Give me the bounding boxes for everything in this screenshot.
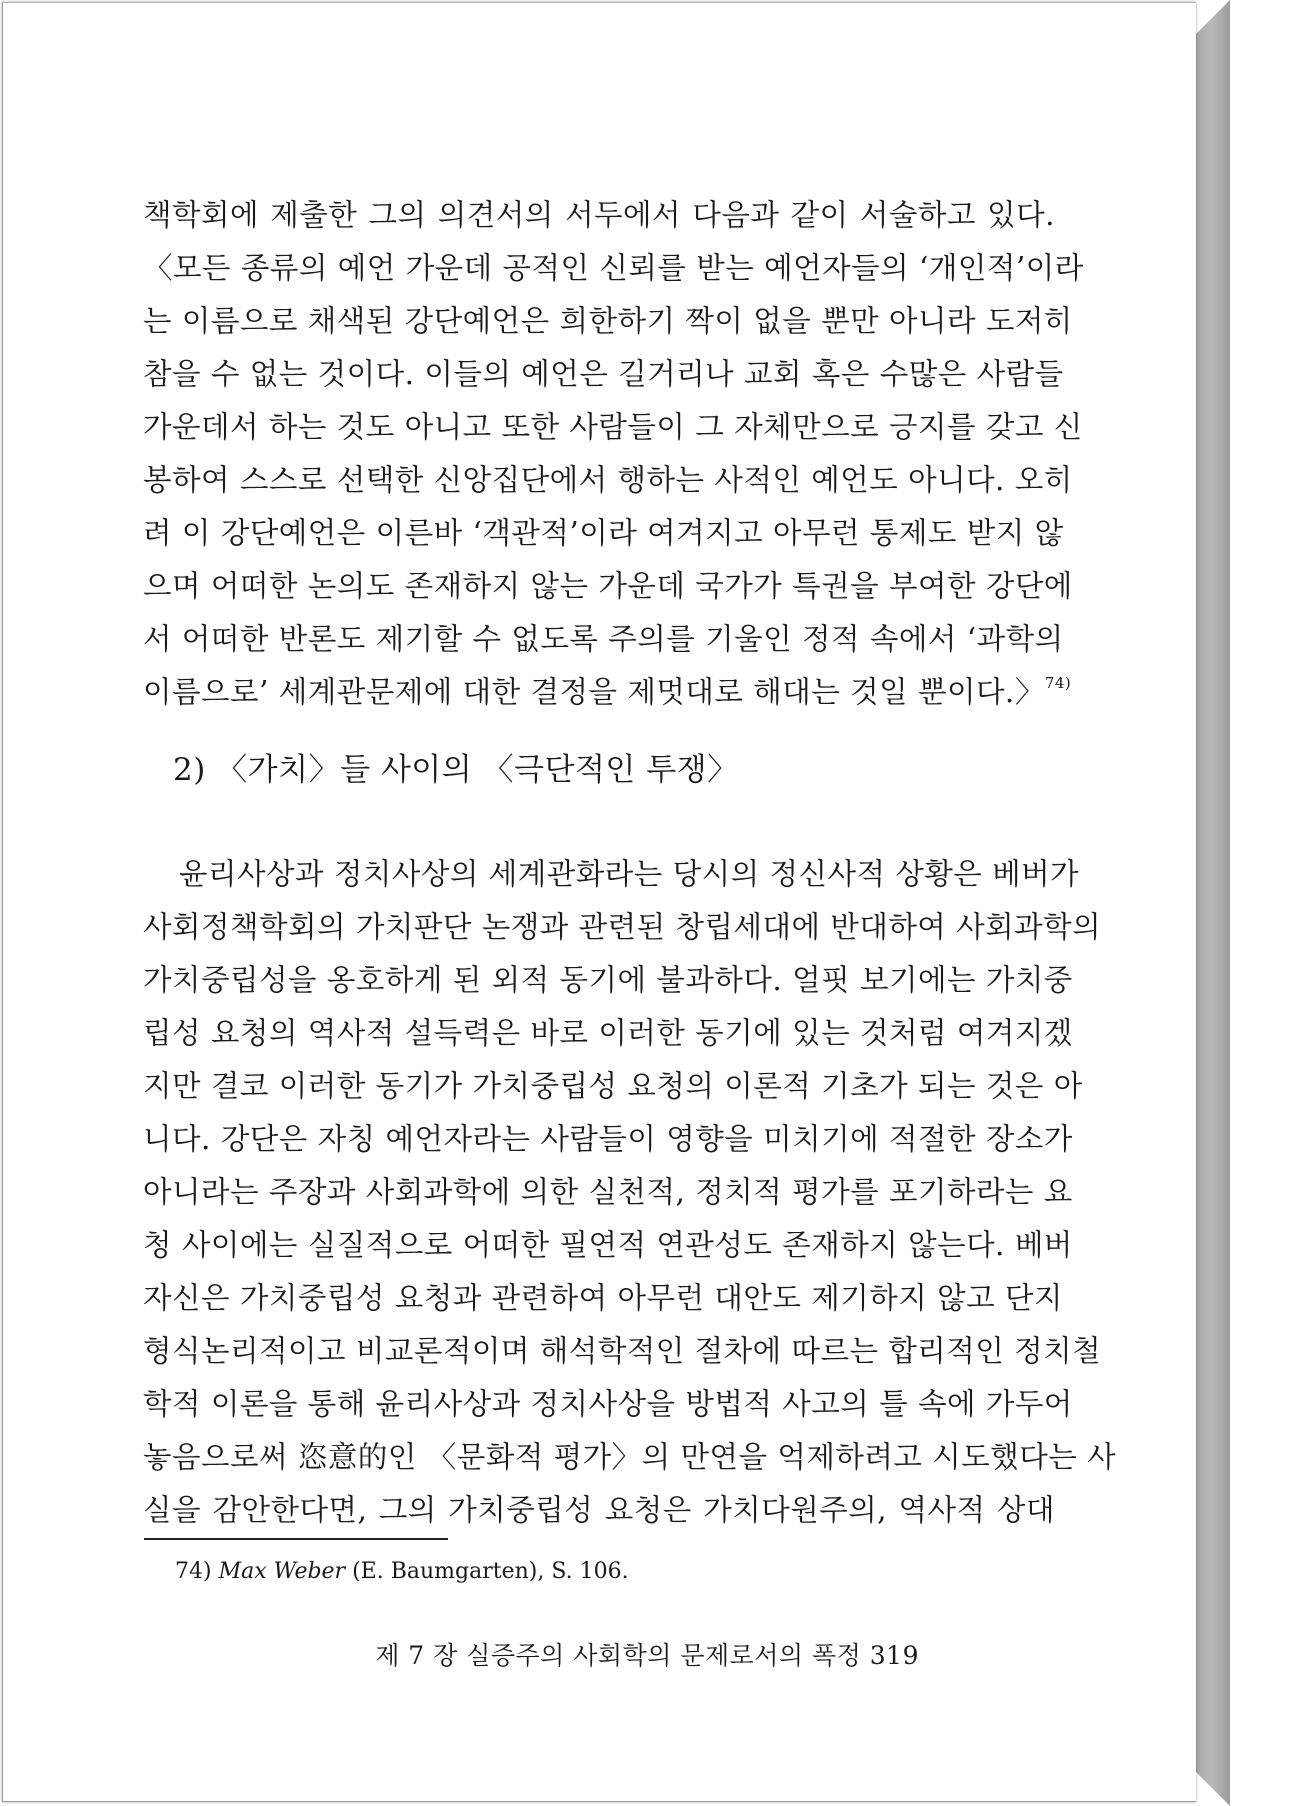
page-edge-top-bevel [1196, 0, 1230, 34]
paragraph2-line-12: 놓음으로써 恣意的인 〈문화적 평가〉의 만연을 억제하려고 시도했다는 사 [143, 1440, 1117, 1474]
footnote-separator [144, 1538, 448, 1540]
page-edge-thickness [1196, 0, 1230, 1806]
paragraph2-line-6: 니다. 강단은 자칭 예언자라는 사람들이 영향을 미치기에 적절한 장소가 [143, 1122, 1073, 1156]
paragraph2-line-1: 윤리사상과 정치사상의 세계관화라는 당시의 정신사적 상황은 베버가 [179, 857, 1080, 891]
paragraph2-line-8: 청 사이에는 실질적으로 어떠한 필연적 연관성도 존재하지 않는다. 베버 [143, 1228, 1073, 1262]
footnote-reference-74: 74) [1044, 674, 1072, 692]
paragraph1-line-10-text: 이름으로’ 세계관문제에 대한 결정을 제멋대로 해대는 것일 뿐이다.〉 [143, 675, 1045, 709]
paragraph1-line-4: 참을 수 없는 것이다. 이들의 예언은 길거리나 교회 혹은 수많은 사람들 [143, 357, 1064, 391]
paragraph1-line-7: 려 이 강단예언은 이른바 ‘객관적’이라 여겨지고 아무런 통제도 받지 않 [143, 516, 1064, 550]
paragraph2-line-11: 학적 이론을 통해 윤리사상과 정치사상을 방법적 사고의 틀 속에 가두어 [143, 1387, 1073, 1421]
paragraph2-line-4: 립성 요청의 역사적 설득력은 바로 이러한 동기에 있는 것처럼 여겨지겠 [143, 1016, 1073, 1050]
paragraph1-line-5: 가운데서 하는 것도 아니고 또한 사람들이 그 자체만으로 긍지를 갖고 신 [143, 410, 1083, 444]
footnote-number: 74) [175, 1559, 212, 1584]
footnote-74 [175, 1558, 629, 1586]
paragraph2-line-3: 가치중립성을 옹호하게 된 외적 동기에 불과하다. 얼핏 보기에는 가치중 [143, 963, 1073, 997]
paragraph2-line-9: 자신은 가치중립성 요청과 관련하여 아무런 대안도 제기하지 않고 단지 [143, 1281, 1063, 1315]
paragraph2-line-2: 사회정책학회의 가치판단 논쟁과 관련된 창립세대에 반대하여 사회과학의 [143, 910, 1102, 944]
paragraph2-line-5: 지만 결코 이러한 동기가 가치중립성 요청의 이론적 기초가 되는 것은 아 [143, 1069, 1083, 1103]
paragraph1-line-2: 〈모든 종류의 예언 가운데 공적인 신뢰를 받는 예언자들의 ‘개인적’이라 [143, 251, 1084, 285]
paragraph2-line-7: 아니라는 주장과 사회과학에 의한 실천적, 정치적 평가를 포기하라는 요 [143, 1175, 1073, 1209]
footnote-author: Max Weber [218, 1559, 346, 1584]
paragraph1-line-6: 봉하여 스스로 선택한 신앙집단에서 행하는 사적인 예언도 아니다. 오히 [143, 463, 1073, 497]
footnote-citation: (E. Baumgarten), S. 106. [345, 1559, 629, 1584]
page-edge-bottom-bevel [1196, 1772, 1230, 1806]
paragraph1-line-3: 는 이름으로 채색된 강단예언은 희한하기 짝이 없을 뿐만 아니라 도저히 [143, 304, 1073, 338]
book-page [2, 2, 1196, 1802]
paragraph1-line-10 [143, 672, 1071, 712]
paragraph2-line-10: 형식논리적이고 비교론적이며 해석학적인 절차에 따르는 합리적인 정치철 [143, 1334, 1102, 1368]
paragraph2-line-13: 실을 감안한다면, 그의 가치중립성 요청은 가치다원주의, 역사적 상대 [143, 1493, 1055, 1527]
running-footer: 제 7 장 실증주의 사회학의 문제로서의 폭정 319 [375, 1641, 919, 1670]
paragraph1-line-8: 으며 어떠한 논의도 존재하지 않는 가운데 국가가 특권을 부여한 강단에 [143, 569, 1073, 603]
paragraph1-line-1: 책학회에 제출한 그의 의견서의 서두에서 다음과 같이 서술하고 있다. [143, 198, 1055, 232]
section-heading: 2) 〈가치〉들 사이의 〈극단적인 투쟁〉 [173, 752, 739, 788]
paragraph1-line-9: 서 어떠한 반론도 제기할 수 없도록 주의를 기울인 정적 속에서 ‘과학의 [143, 622, 1064, 656]
